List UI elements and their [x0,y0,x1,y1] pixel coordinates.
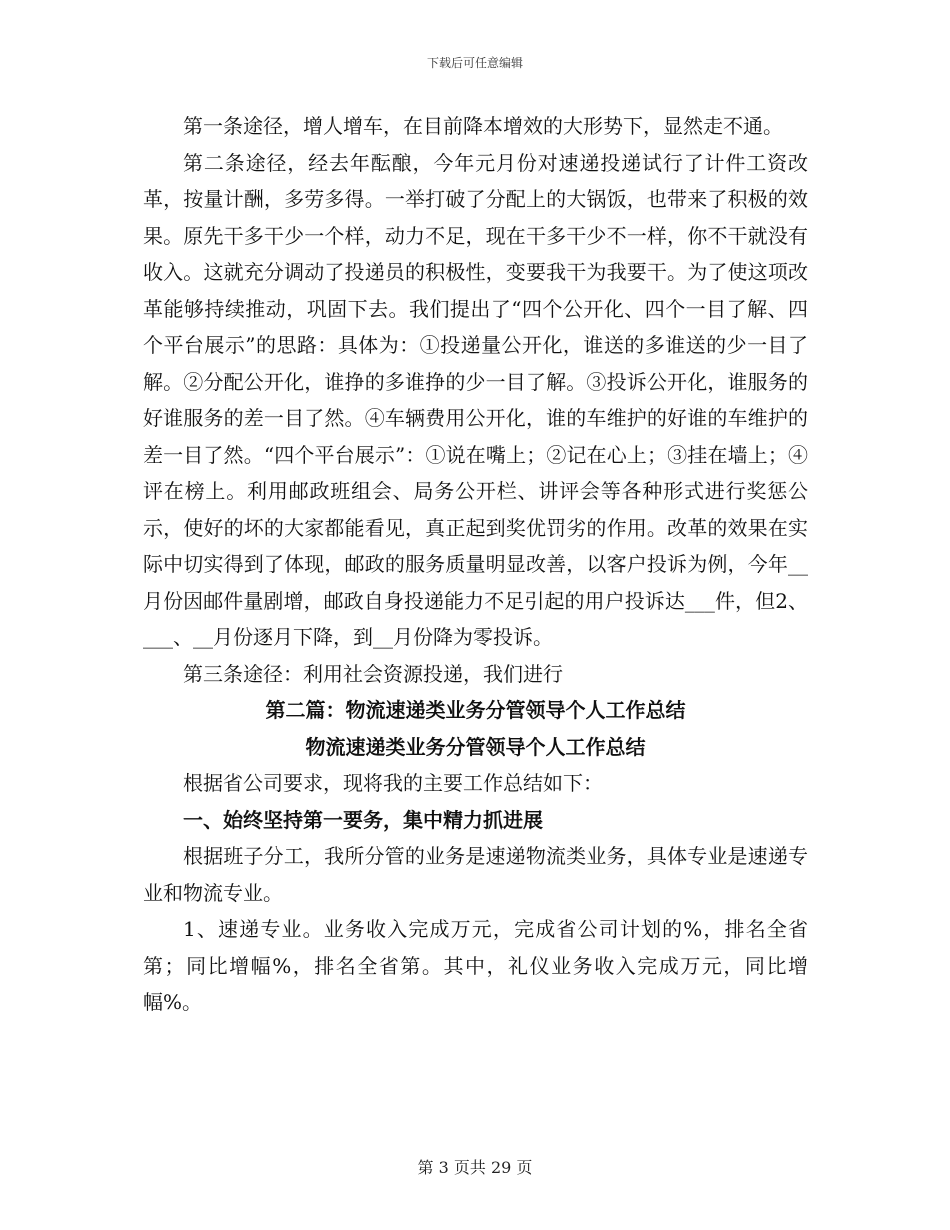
part-two-title: 第二篇：物流速递类业务分管领导个人工作总结 [265,698,686,722]
paragraph-route-3: 第三条途径：利用社会资源投递，我们进行 [183,661,563,686]
paragraph-route-2: 第二条途径，经去年酝酿，今年元月份对速递投递试行了计件工资改革，按量计酬，多劳多得。一举打破了分配上的大锅饭，也带来了积极的效果。原先干多干少一个样，动力不足，现在干多干少不一样，你不干就没有收入。这就充分调动了投递员的积极性，变要我干为我要干。为了使这项改革能够持续推动，巩固下去。我们提出了“四个公开化、四个一目了解、四个平台展示”的思路：具体为：①投递量公开化，谁送的多谁送的少一目了解。②分配公开化，谁挣的多谁挣的少一目了解。③投诉公开化，谁服务的好谁服务的差一目了然。④车辆费用公开化，谁的车维护的好谁的车维护的差一目了然。“四个平台展示”：①说在嘴上；②记在心上；③挂在墙上；④评在榜上。利用邮政班组会、局务公开栏、讲评会等各种形式进行奖惩公示，使好的坏的大家都能看见，真正起到奖优罚劣的作用。改革的效果在实际中切实得到了体现，邮政的服务质量明显改善，以客户投诉为例，今年__月份因邮件量剧增，邮政自身投递能力不足引起的用户投诉达___件，但2、___、__月份逐月下降，到__月份降为零投诉。 [143,150,808,649]
document-body [143,108,808,1021]
paragraph-division: 根据班子分工，我所分管的业务是速递物流类业务，具体专业是速递专业和物流专业。 [143,844,808,905]
section-heading-1: 一、始终坚持第一要务，集中精力抓进展 [183,807,543,832]
page-header: 下载后可任意编辑 [426,56,523,70]
paragraph-express: 1、速递专业。业务收入完成万元，完成省公司计划的%，排名全省第；同比增幅%，排名全省第。其中，礼仪业务收入完成万元，同比增幅%。 [143,917,808,1014]
intro-paragraph: 根据省公司要求，现将我的主要工作总结如下： [183,771,603,795]
main-title: 物流速递类业务分管领导个人工作总结 [305,734,646,759]
page-footer: 第 3 页共 29 页 [417,1158,533,1177]
paragraph-route-1: 第一条途径，增人增车，在目前降本增效的大形势下，显然走不通。 [183,114,783,138]
